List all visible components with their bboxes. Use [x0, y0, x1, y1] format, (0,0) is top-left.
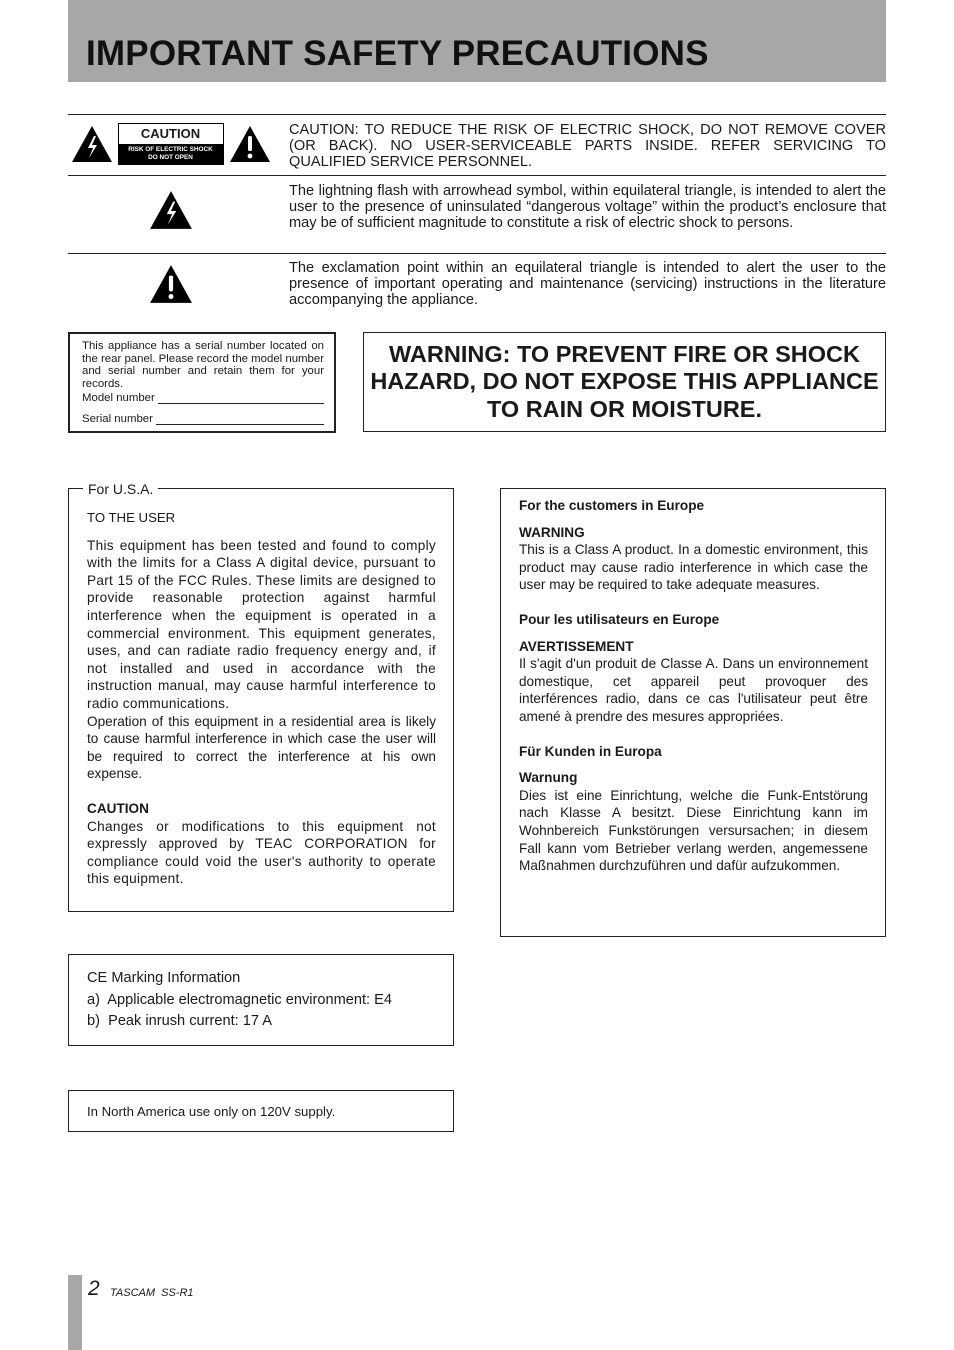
serial-number-box: [68, 332, 336, 433]
lightning-row-text: The lightning flash with arrowhead symbol, within equilateral triangle, is intended to alert the user to the presence of uninsulated “dangerous voltage” within the product’s enclosure that may be of sufficient magnitude to constitute a risk of electric shock to persons.: [289, 183, 886, 231]
usa-caution-heading: CAUTION: [87, 800, 149, 816]
caution-row-text: CAUTION: TO REDUCE THE RISK OF ELECTRIC SHOCK, DO NOT REMOVE COVER (OR BACK). NO USER-SERVICEABLE PARTS INSIDE. REFER SERVICING TO QUALIFIED SERVICE PERSONNEL.: [289, 122, 886, 170]
usa-notice-box: [68, 481, 454, 912]
exclamation-row-text: The exclamation point within an equilateral triangle is intended to alert the user to the presence of important operating and maintenance (servicing) instructions in the literature accompanying the appliance.: [289, 260, 886, 308]
model-number-label: Model number: [82, 392, 155, 404]
lightning-symbol-cell: [68, 188, 273, 232]
caution-label-bottom: [119, 144, 223, 164]
footer-bar: [68, 1275, 82, 1350]
ce-line-a: a) Applicable electromagnetic environment: E4: [87, 991, 393, 1008]
exclamation-triangle-icon: [228, 124, 272, 164]
north-america-text: In North America use only on 120V supply.: [87, 1104, 336, 1119]
europe-de-warning: Warnung: [519, 770, 578, 786]
page-title: IMPORTANT SAFETY PRECAUTIONS: [86, 34, 709, 73]
title-bar: [68, 0, 886, 82]
serial-number-field[interactable]: [82, 412, 324, 425]
fcc-paragraph: This equipment has been tested and found to comply with the limits for a Class A digital device, pursuant to Part 15 of the FCC Rules. These limits are designed to provide reasonable protection against harmful interference when the equipment is operated in a commercial environment. This equipment generates, uses, and can radiate radio frequency energy and, if not installed and used in accordance with the instruction manual, may cause harmful interference to radio communications.: [87, 537, 436, 711]
europe-en-heading: For the customers in Europe: [519, 498, 705, 513]
table-rule-2: [68, 253, 886, 254]
usa-caution-text: Changes or modifications to this equipment not expressly approved by TEAC CORPORATION for compliance could void the user's authority to operate this equipment.: [87, 818, 436, 887]
model-number-line: [158, 391, 324, 404]
ce-marking-content: [87, 968, 437, 1033]
exclamation-symbol-cell: [68, 262, 273, 306]
europe-notice-content: [519, 497, 868, 875]
ce-line-b: b) Peak inrush current: 17 A: [87, 1013, 272, 1029]
europe-de-heading: Für Kunden in Europa: [519, 743, 662, 759]
europe-en-warning: WARNING: [519, 524, 585, 540]
usa-legend: For U.S.A.: [83, 480, 158, 498]
usa-notice-content: [87, 509, 436, 888]
warning-text: WARNING: TO PREVENT FIRE OR SHOCK HAZARD, DO NOT EXPOSE THIS APPLIANCE TO RAIN OR MOISTURE.: [370, 340, 879, 422]
model-number-field[interactable]: [82, 391, 324, 404]
caution-label: [118, 123, 224, 165]
lightning-triangle-icon: [148, 189, 194, 231]
to-the-user-heading: TO THE USER: [87, 510, 176, 525]
lightning-triangle-icon: [70, 124, 114, 164]
europe-fr-text: Il s'agit d'un produit de Classe A. Dans un environnement domestique, cet appareil peut provoquer des interférences radio, dans ce cas l'utilisateur peut être amené à prendre des mesures appropriées.: [519, 656, 868, 724]
north-america-box: [68, 1090, 454, 1132]
europe-de-text: Dies ist eine Einrichtung, welche die Funk-Entstörung nach Klasse A besitzt. Diese Einrichtung kann im Wohnbereich Funkstörungen versursachen; in diesem Fall kann vom Betrieber verlang werden, angemessene Maßnahmen durchzuführen und dafür aufzukommen.: [519, 787, 868, 874]
warning-box: [363, 332, 886, 432]
page-number: 2: [88, 1277, 100, 1300]
caution-label-line2: DO NOT OPEN: [148, 154, 193, 161]
residential-paragraph: Operation of this equipment in a residential area is likely to cause harmful interference in which case the user will be required to correct the interference at his own expense.: [87, 713, 436, 782]
europe-notice-box: [500, 488, 886, 937]
caution-label-top: CAUTION: [119, 124, 223, 144]
serial-number-label: Serial number: [82, 413, 153, 425]
footer-brand: TASCAM SS-R1: [110, 1287, 194, 1299]
europe-fr-warning: AVERTISSEMENT: [519, 638, 634, 654]
exclamation-triangle-icon: [148, 263, 194, 305]
serial-instructions: This appliance has a serial number located on the rear panel. Please record the model number and serial number and retain them for your records.: [82, 340, 324, 390]
caution-label-line1: RISK OF ELECTRIC SHOCK: [128, 146, 213, 153]
ce-marking-box: [68, 954, 454, 1046]
europe-fr-heading: Pour les utilisateurs en Europe: [519, 611, 720, 627]
table-rule-top: [68, 114, 886, 115]
caution-symbol-group: [68, 120, 273, 168]
europe-en-text: This is a Class A product. In a domestic environment, this product may cause radio interference in which case the user may be required to take adequate measures.: [519, 542, 868, 593]
table-rule-1: [68, 175, 886, 176]
ce-marking-title: CE Marking Information: [87, 970, 241, 986]
serial-number-line: [156, 412, 324, 425]
